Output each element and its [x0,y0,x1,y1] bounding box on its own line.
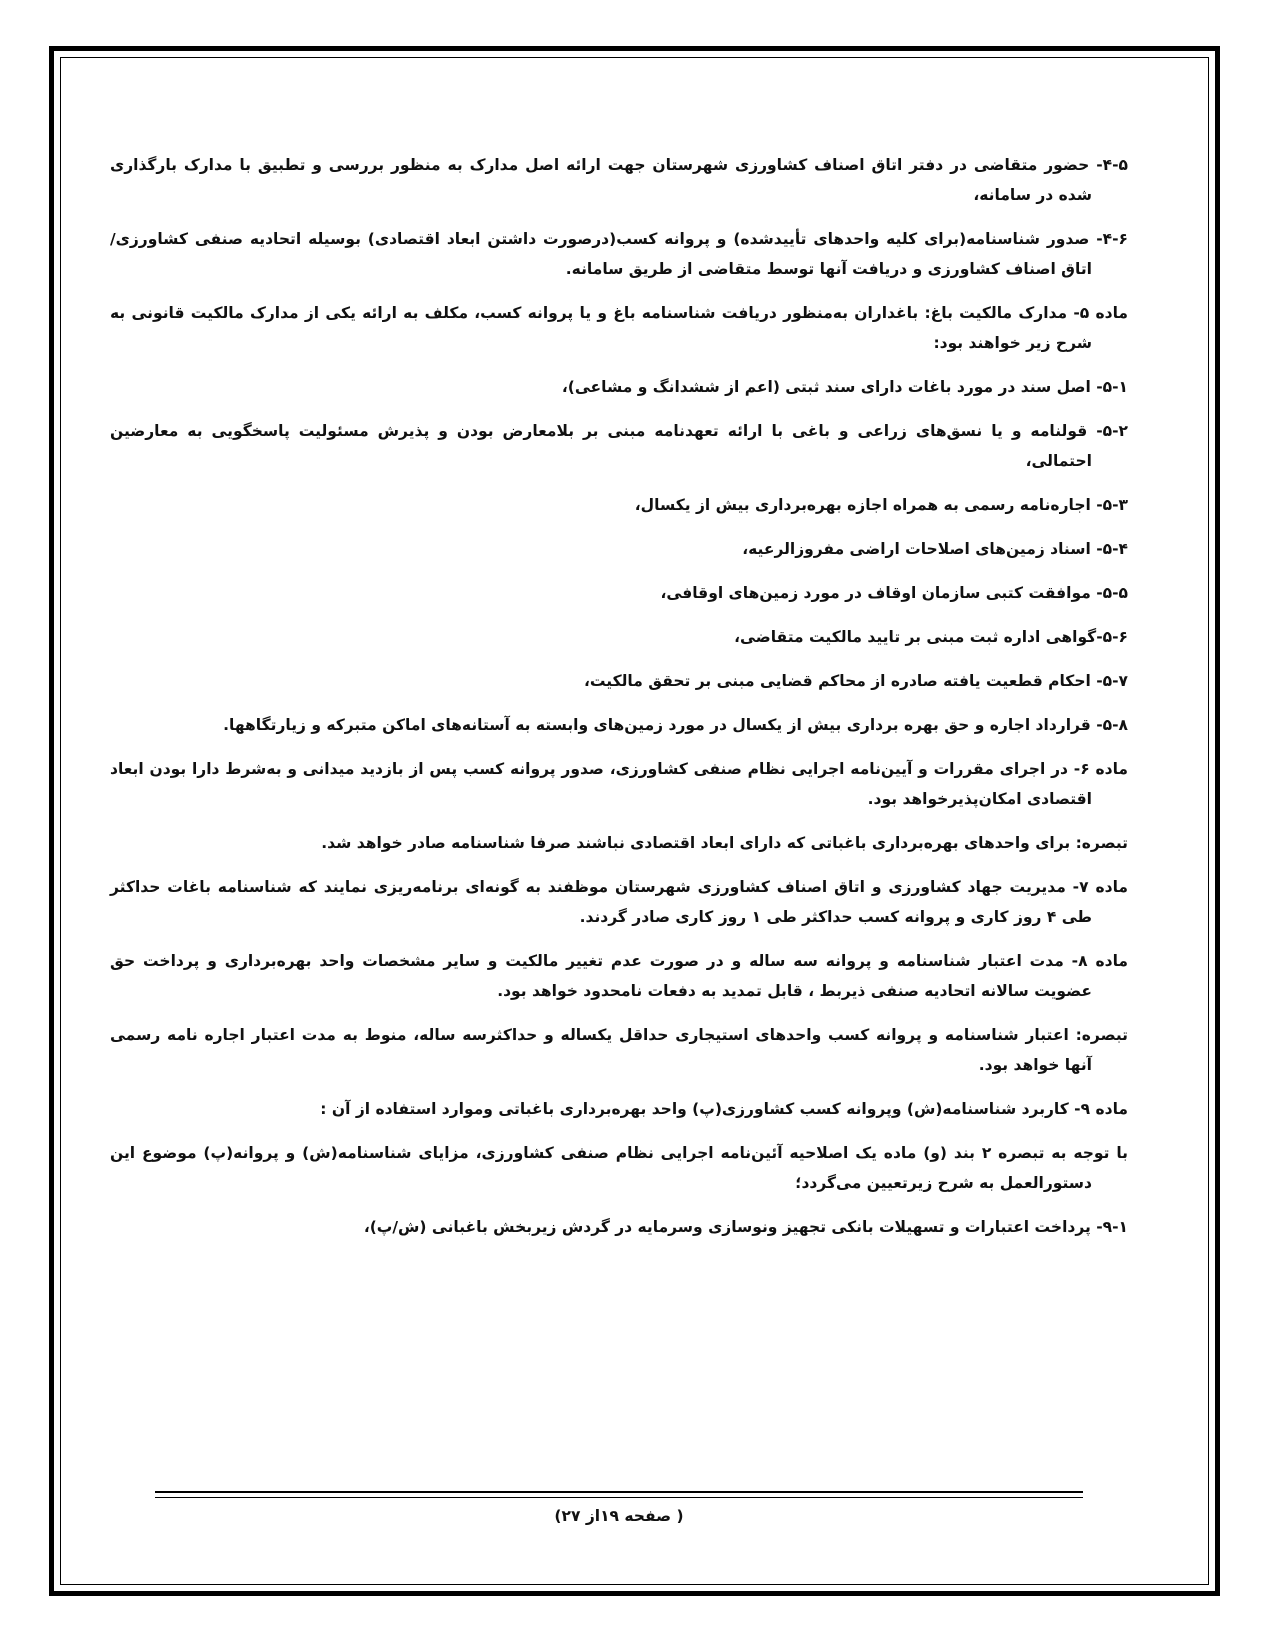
footer-divider-thin [155,1497,1083,1498]
clause-5-3: ۵-۳- اجاره‌نامه رسمی به همراه اجازه بهره‌برداری بیش از یکسال، [634,496,1128,514]
article-8: ماده ۸- مدت اعتبار شناسنامه و پروانه سه ساله و در صورت عدم تغییر مالکیت و سایر مشخصات واحد بهره‌برداری و پرداخت حق عضویت سالانه اتحادیه صنفی ذیربط ، قابل تمدید به دفعات نامحدود خواهد بود. [110,952,1128,1000]
note-article-8: تبصره: اعتبار شناسنامه و پروانه کسب واحدهای استیجاری حداقل یکساله و حداکثرسه ساله، منوط به مدت اعتبار اجاره نامه رسمی آنها خواهد بود. [110,1026,1128,1074]
document-body [110,150,1128,1256]
article-9-intro: با توجه به تبصره ۲ بند (و) ماده یک اصلاحیه آئین‌نامه اجرایی نظام صنفی کشاورزی، مزایای شناسنامه(ش) و پروانه(پ) موضوع این دستورالعمل به شرح زیرتعیین می‌گردد؛ [110,1144,1128,1192]
article-5: ماده ۵- مدارک مالکیت باغ: باغداران به‌منظور دریافت شناسنامه باغ و یا پروانه کسب، مکلف به ارائه یکی از مدارک مالکیت قانونی به شرح زیر خواهند بود: [110,304,1128,352]
clause-5-6: ۵-۶-گواهی اداره ثبت مبنی بر تایید مالکیت متقاضی، [734,628,1128,646]
page-number: ( صفحه ۱۹از ۲۷) [554,1507,684,1525]
clause-5-7: ۵-۷- احکام قطعیت یافته صادره از محاکم قضایی مبنی بر تحقق مالکیت، [583,672,1128,690]
clause-5-1: ۵-۱- اصل سند در مورد باغات دارای سند ثبتی (اعم از ششدانگ و مشاعی)، [561,378,1128,396]
clause-9-1: ۹-۱- پرداخت اعتبارات و تسهیلات بانکی تجهیز ونوسازی وسرمایه در گردش زیربخش باغبانی (ش/پ)، [363,1218,1128,1236]
clause-5-2: ۵-۲- قولنامه و یا نسق‌های زراعی و باغی با ارائه تعهدنامه مبنی بر بلامعارض بودن و پذیرش مسئولیت پاسخگویی به معارضین احتمالی، [110,422,1128,470]
clause-5-5: ۵-۵- موافقت کتبی سازمان اوقاف در مورد زمین‌های اوقافی، [660,584,1128,602]
clause-4-5: ۴-۵- حضور متقاضی در دفتر اتاق اصناف کشاورزی شهرستان جهت ارائه اصل مدارک به منظور بررسی و تطبیق با مدارک بارگذاری شده در سامانه، [110,156,1128,204]
clause-5-4: ۵-۴- اسناد زمین‌های اصلاحات اراضی مفروزالرعیه، [742,540,1128,558]
clause-4-6: ۴-۶- صدور شناسنامه(برای کلیه واحدهای تأییدشده) و پروانه کسب(درصورت داشتن ابعاد اقتصادی) بوسیله اتحادیه صنفی کشاورزی/ اتاق اصناف کشاورزی و دریافت آنها توسط متقاضی از طریق سامانه. [110,230,1128,278]
article-6: ماده ۶- در اجرای مقررات و آیین‌نامه اجرایی نظام صنفی کشاورزی، صدور پروانه کسب پس از بازدید میدانی و به‌شرط دارا بودن ابعاد اقتصادی امکان‌پذیرخواهد بود. [110,760,1128,808]
footer-divider-thick [155,1491,1083,1493]
note-article-6: تبصره: برای واحدهای بهره‌برداری باغباتی که دارای ابعاد اقتصادی نباشند صرفا شناسنامه صادر خواهد شد. [321,834,1128,852]
article-7: ماده ۷- مدیریت جهاد کشاورزی و اتاق اصناف کشاورزی شهرستان موظفند به گونه‌ای برنامه‌ریزی نمایند که شناسنامه باغات حداکثر طی ۴ روز کاری و پروانه کسب حداکثر طی ۱ روز کاری صادر گردند. [110,878,1128,926]
clause-5-8: ۵-۸- قرارداد اجاره و حق بهره برداری بیش از یکسال در مورد زمین‌های وابسته به آستانه‌های اماکن متبرکه و زیارتگاهها. [223,716,1128,734]
article-9: ماده ۹- کاربرد شناسنامه(ش) وپروانه کسب کشاورزی(پ) واحد بهره‌برداری باغباتی وموارد استفاده از آن : [320,1100,1128,1118]
